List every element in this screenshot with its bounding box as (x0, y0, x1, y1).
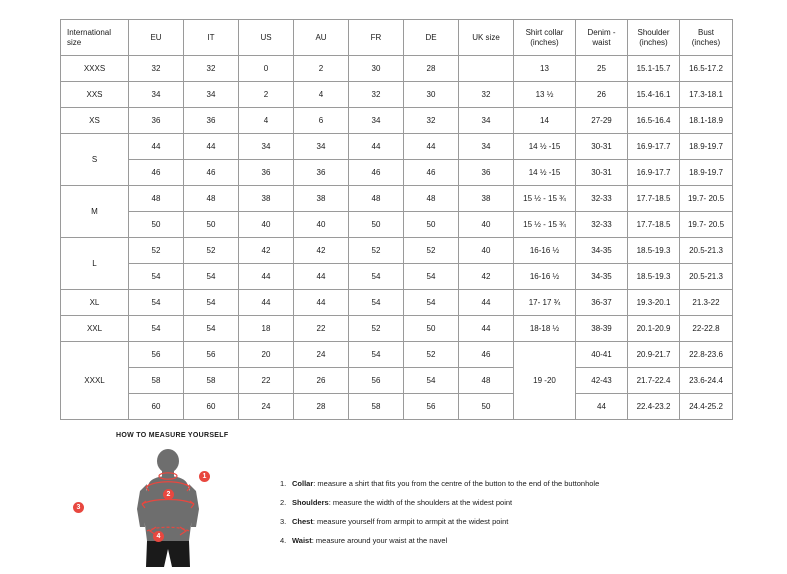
instruction-text: : measure around your waist at the navel (311, 536, 448, 546)
cell-fr: 54 (349, 342, 404, 368)
cell-au: 44 (294, 290, 349, 316)
table-row (61, 316, 733, 342)
cell-shoulder-inches: 16.9-17.7 (628, 134, 680, 160)
cell-de: 28 (404, 56, 459, 82)
cell-fr: 52 (349, 316, 404, 342)
cell-eu: 54 (129, 264, 184, 290)
cell-us: 24 (239, 394, 294, 420)
cell-uk-size: 36 (459, 160, 514, 186)
cell-it: 54 (184, 316, 239, 342)
cell-uk-size: 46 (459, 342, 514, 368)
cell-au: 28 (294, 394, 349, 420)
cell-de: 54 (404, 368, 459, 394)
col-header-us: US (239, 20, 294, 56)
cell-bust-inches: 24.4-25.2 (680, 394, 733, 420)
measure-instructions (240, 465, 599, 556)
cell-fr: 48 (349, 186, 404, 212)
cell-de: 56 (404, 394, 459, 420)
cell-us: 38 (239, 186, 294, 212)
cell-uk-size: 42 (459, 264, 514, 290)
callout-marker-2: 2 (163, 489, 174, 500)
cell-international-size: XXL (61, 316, 129, 342)
cell-fr: 56 (349, 368, 404, 394)
cell-eu: 60 (129, 394, 184, 420)
table-body (61, 56, 733, 420)
col-header-international-size: International size (61, 20, 129, 56)
cell-denim-waist: 34-35 (576, 238, 628, 264)
cell-shirt-collar-inches: 16-16 ½ (514, 238, 576, 264)
col-header-shirt-collar: Shirt collar (inches) (514, 20, 576, 56)
cell-shirt-collar-inches: 13 ½ (514, 82, 576, 108)
cell-eu: 46 (129, 160, 184, 186)
instruction-term: Waist (292, 536, 312, 546)
col-header-shoulder: Shoulder (inches) (628, 20, 680, 56)
cell-de: 54 (404, 264, 459, 290)
cell-eu: 58 (129, 368, 184, 394)
cell-fr: 34 (349, 108, 404, 134)
cell-shoulder-inches: 15.4-16.1 (628, 82, 680, 108)
table-row (61, 394, 733, 420)
cell-au: 2 (294, 56, 349, 82)
cell-international-size: M (61, 186, 129, 238)
table-row (61, 238, 733, 264)
list-item (280, 517, 599, 527)
cell-fr: 52 (349, 238, 404, 264)
cell-shirt-collar-inches: 15 ½ - 15 ¾ (514, 186, 576, 212)
cell-it: 36 (184, 108, 239, 134)
cell-denim-waist: 34-35 (576, 264, 628, 290)
cell-shoulder-inches: 19.3-20.1 (628, 290, 680, 316)
cell-it: 52 (184, 238, 239, 264)
cell-bust-inches: 16.5-17.2 (680, 56, 733, 82)
cell-eu: 54 (129, 290, 184, 316)
col-header-it: IT (184, 20, 239, 56)
cell-au: 38 (294, 186, 349, 212)
cell-shoulder-inches: 15.1-15.7 (628, 56, 680, 82)
instruction-number: 1. (280, 479, 287, 488)
col-header-bust: Bust (inches) (680, 20, 733, 56)
cell-shoulder-inches: 21.7-22.4 (628, 368, 680, 394)
cell-shirt-collar-inches: 13 (514, 56, 576, 82)
cell-us: 0 (239, 56, 294, 82)
list-item (280, 479, 599, 489)
how-to-measure-section (76, 432, 736, 572)
instruction-term: Collar (292, 479, 314, 488)
cell-it: 48 (184, 186, 239, 212)
cell-denim-waist: 32-33 (576, 212, 628, 238)
instruction-term: Shoulders (292, 498, 329, 508)
table-header-row (61, 20, 733, 56)
cell-us: 20 (239, 342, 294, 368)
cell-shoulder-inches: 20.9-21.7 (628, 342, 680, 368)
cell-bust-inches: 18.9-19.7 (680, 160, 733, 186)
table-row (61, 368, 733, 394)
cell-shirt-collar-inches: 17- 17 ¾ (514, 290, 576, 316)
table-row (61, 342, 733, 368)
table-row (61, 186, 733, 212)
cell-bust-inches: 19.7- 20.5 (680, 212, 733, 238)
cell-eu: 52 (129, 238, 184, 264)
cell-us: 2 (239, 82, 294, 108)
instruction-text: : measure a shirt that fits you from the centre of the button to the end of the buttonhole (313, 479, 600, 488)
cell-au: 40 (294, 212, 349, 238)
cell-denim-waist: 27-29 (576, 108, 628, 134)
cell-shoulder-inches: 20.1-20.9 (628, 316, 680, 342)
table-row (61, 160, 733, 186)
cell-uk-size: 40 (459, 212, 514, 238)
cell-us: 44 (239, 264, 294, 290)
cell-it: 54 (184, 290, 239, 316)
cell-uk-size (459, 56, 514, 82)
cell-international-size: XXXL (61, 342, 129, 420)
cell-shirt-collar-inches: 16-16 ½ (514, 264, 576, 290)
table-row (61, 134, 733, 160)
cell-bust-inches: 18.9-19.7 (680, 134, 733, 160)
cell-fr: 54 (349, 290, 404, 316)
cell-de: 48 (404, 186, 459, 212)
cell-bust-inches: 21.3-22 (680, 290, 733, 316)
table-row (61, 212, 733, 238)
cell-international-size: S (61, 134, 129, 186)
cell-au: 24 (294, 342, 349, 368)
cell-denim-waist: 44 (576, 394, 628, 420)
cell-fr: 58 (349, 394, 404, 420)
cell-denim-waist: 42-43 (576, 368, 628, 394)
cell-us: 4 (239, 108, 294, 134)
cell-uk-size: 44 (459, 316, 514, 342)
cell-au: 34 (294, 134, 349, 160)
cell-denim-waist: 30-31 (576, 160, 628, 186)
cell-uk-size: 40 (459, 238, 514, 264)
cell-eu: 44 (129, 134, 184, 160)
cell-shirt-collar-inches: 15 ½ - 15 ¾ (514, 212, 576, 238)
cell-us: 36 (239, 160, 294, 186)
cell-de: 52 (404, 342, 459, 368)
cell-denim-waist: 25 (576, 56, 628, 82)
cell-de: 46 (404, 160, 459, 186)
cell-eu: 36 (129, 108, 184, 134)
cell-eu: 32 (129, 56, 184, 82)
cell-uk-size: 32 (459, 82, 514, 108)
cell-uk-size: 50 (459, 394, 514, 420)
cell-eu: 56 (129, 342, 184, 368)
cell-au: 42 (294, 238, 349, 264)
cell-au: 22 (294, 316, 349, 342)
instruction-number: 2. (280, 498, 287, 508)
col-header-au: AU (294, 20, 349, 56)
cell-bust-inches: 22-22.8 (680, 316, 733, 342)
instruction-number: 4. (280, 536, 287, 546)
cell-shirt-collar-inches: 18-18 ½ (514, 316, 576, 342)
cell-us: 42 (239, 238, 294, 264)
cell-fr: 44 (349, 134, 404, 160)
cell-shirt-collar-inches: 14 ½ -15 (514, 134, 576, 160)
cell-international-size: XXXS (61, 56, 129, 82)
cell-uk-size: 38 (459, 186, 514, 212)
cell-us: 34 (239, 134, 294, 160)
cell-fr: 46 (349, 160, 404, 186)
instruction-term: Chest (292, 517, 313, 527)
cell-international-size: XS (61, 108, 129, 134)
col-header-fr: FR (349, 20, 404, 56)
cell-denim-waist: 36-37 (576, 290, 628, 316)
cell-international-size: XXS (61, 82, 129, 108)
cell-denim-waist: 40-41 (576, 342, 628, 368)
instruction-number: 3. (280, 517, 287, 527)
cell-us: 22 (239, 368, 294, 394)
table-row (61, 82, 733, 108)
cell-bust-inches: 20.5-21.3 (680, 264, 733, 290)
cell-international-size: XL (61, 290, 129, 316)
cell-bust-inches: 22.8-23.6 (680, 342, 733, 368)
cell-uk-size: 44 (459, 290, 514, 316)
cell-shoulder-inches: 17.7-18.5 (628, 186, 680, 212)
col-header-uk-size: UK size (459, 20, 514, 56)
cell-it: 54 (184, 264, 239, 290)
cell-au: 4 (294, 82, 349, 108)
cell-shoulder-inches: 16.5-16.4 (628, 108, 680, 134)
cell-it: 34 (184, 82, 239, 108)
cell-shoulder-inches: 17.7-18.5 (628, 212, 680, 238)
cell-fr: 32 (349, 82, 404, 108)
callout-marker-3: 3 (73, 502, 84, 513)
cell-bust-inches: 18.1-18.9 (680, 108, 733, 134)
cell-uk-size: 48 (459, 368, 514, 394)
cell-shirt-collar-inches: 14 (514, 108, 576, 134)
cell-fr: 50 (349, 212, 404, 238)
cell-de: 50 (404, 316, 459, 342)
cell-de: 54 (404, 290, 459, 316)
cell-it: 46 (184, 160, 239, 186)
cell-shirt-collar-inches: 19 -20 (514, 342, 576, 420)
instruction-text: : measure the width of the shoulders at the widest point (328, 498, 513, 508)
cell-denim-waist: 26 (576, 82, 628, 108)
cell-eu: 50 (129, 212, 184, 238)
cell-au: 36 (294, 160, 349, 186)
cell-bust-inches: 20.5-21.3 (680, 238, 733, 264)
cell-shoulder-inches: 22.4-23.2 (628, 394, 680, 420)
cell-us: 18 (239, 316, 294, 342)
size-chart (60, 19, 732, 420)
cell-uk-size: 34 (459, 134, 514, 160)
cell-shirt-collar-inches: 14 ½ -15 (514, 160, 576, 186)
cell-au: 6 (294, 108, 349, 134)
cell-it: 32 (184, 56, 239, 82)
cell-us: 44 (239, 290, 294, 316)
cell-fr: 30 (349, 56, 404, 82)
measure-title: HOW TO MEASURE YOURSELF (116, 432, 229, 439)
cell-shoulder-inches: 18.5-19.3 (628, 264, 680, 290)
cell-it: 56 (184, 342, 239, 368)
measure-body (76, 449, 736, 572)
list-item (280, 498, 599, 508)
table-row (61, 264, 733, 290)
cell-it: 58 (184, 368, 239, 394)
cell-it: 60 (184, 394, 239, 420)
cell-de: 32 (404, 108, 459, 134)
list-item (280, 536, 599, 546)
table-row (61, 56, 733, 82)
col-header-denim-waist: Denim - waist (576, 20, 628, 56)
col-header-eu: EU (129, 20, 184, 56)
cell-au: 26 (294, 368, 349, 394)
cell-denim-waist: 38-39 (576, 316, 628, 342)
cell-bust-inches: 23.6-24.4 (680, 368, 733, 394)
cell-de: 50 (404, 212, 459, 238)
col-header-de: DE (404, 20, 459, 56)
cell-eu: 48 (129, 186, 184, 212)
cell-de: 44 (404, 134, 459, 160)
table-row (61, 108, 733, 134)
cell-eu: 54 (129, 316, 184, 342)
table-row (61, 290, 733, 316)
cell-fr: 54 (349, 264, 404, 290)
cell-de: 52 (404, 238, 459, 264)
cell-us: 40 (239, 212, 294, 238)
cell-bust-inches: 17.3-18.1 (680, 82, 733, 108)
cell-international-size: L (61, 238, 129, 290)
cell-au: 44 (294, 264, 349, 290)
cell-eu: 34 (129, 82, 184, 108)
cell-shoulder-inches: 16.9-17.7 (628, 160, 680, 186)
cell-denim-waist: 32-33 (576, 186, 628, 212)
cell-de: 30 (404, 82, 459, 108)
body-figure-svg (116, 449, 226, 574)
cell-it: 44 (184, 134, 239, 160)
callout-marker-4: 4 (153, 531, 164, 542)
cell-shoulder-inches: 18.5-19.3 (628, 238, 680, 264)
cell-uk-size: 34 (459, 108, 514, 134)
instruction-text: : measure yourself from armpit to armpit at the widest point (312, 517, 509, 527)
cell-bust-inches: 19.7- 20.5 (680, 186, 733, 212)
cell-it: 50 (184, 212, 239, 238)
body-diagram (76, 449, 226, 569)
callout-marker-1: 1 (199, 471, 210, 482)
size-table (60, 19, 733, 420)
cell-denim-waist: 30-31 (576, 134, 628, 160)
